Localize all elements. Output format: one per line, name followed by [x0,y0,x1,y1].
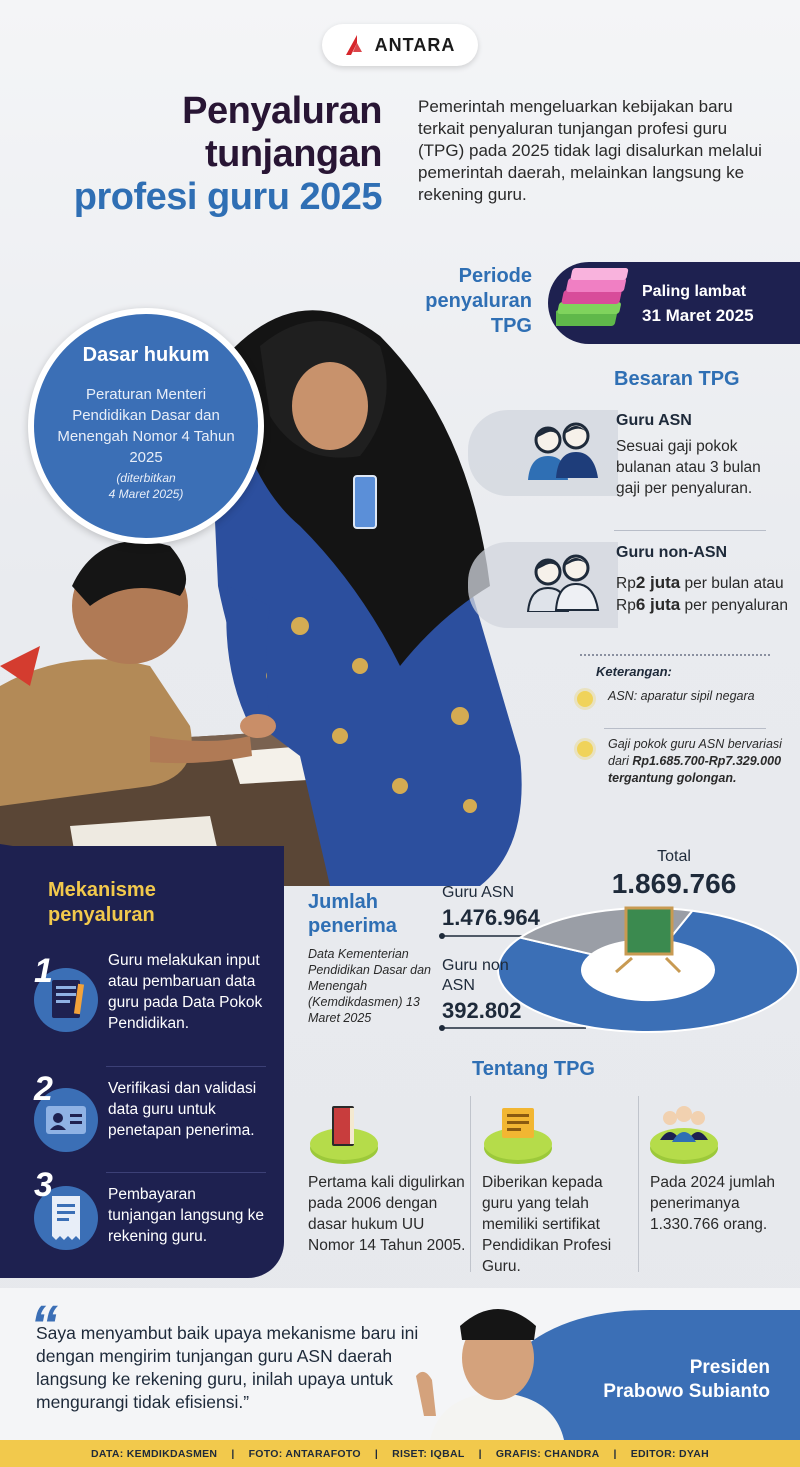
nonasn-description [616,572,796,616]
money-stack-icon [556,262,642,338]
mekanisme-title-line-2: penyaluran [48,904,155,926]
bullet-dot-icon [574,688,596,710]
jumlah-title [308,890,397,938]
keterangan-gaji [608,736,788,787]
tentang-text-3: Pada 2024 jumlah penerimanya 1.330.766 orang. [650,1174,775,1233]
jumlah-title-line-2: penerima [308,915,397,937]
title-line-1: Penyaluran [182,90,382,132]
nonasn-count-label: Guru non ASN [442,957,509,994]
nonasn-mid-text: per bulan atau [680,575,784,592]
deadline-line-2: 31 Maret 2025 [642,306,754,325]
speaker-fullname: Prabowo Subianto [603,1381,770,1402]
periode-label-line-2: penyaluran [425,290,532,312]
speaker-title: Presiden [689,1357,770,1378]
separator: | [613,1447,617,1460]
periode-label-line-3: TPG [490,315,532,337]
nonasn-count-value: 392.802 [442,998,522,1023]
dasar-hukum-note-line-1: (diterbitkan [116,471,176,485]
tentang-title: Tentang TPG [472,1058,595,1080]
asn-heading: Guru ASN [616,412,692,429]
nonasn-heading: Guru non-ASN [616,544,728,561]
nonasn-people-icon [524,548,604,612]
step-text-3: Pembayaran tunjangan langsung ke rekening guru. [108,1186,264,1245]
jumlah-title-line-1: Jumlah [308,891,379,913]
jumlah-source-note: Data Kementerian Pendidikan Dasar dan Menengah (Kemdikdasmen) 13 Maret 2025 [308,947,431,1025]
title-line-3: profesi guru 2025 [73,176,382,218]
nonasn-rp-2: Rp [616,597,636,614]
credit-editor: EDITOR: DYAH [630,1447,710,1460]
dasar-hukum-title: Dasar hukum [82,344,210,366]
step-divider [106,1172,266,1173]
dasar-hukum-note-line-2: 4 Maret 2025) [108,487,184,501]
asn-count-label: Guru ASN [442,884,515,901]
step-number-1: 1 [34,952,53,990]
step-number-2: 2 [34,1070,53,1108]
keterangan-divider-2 [604,728,766,729]
step-number-3: 3 [34,1166,53,1204]
total-label: Total [657,848,691,865]
page-title [30,90,382,219]
step-text-1: Guru melakukan input atau pembaruan data guru pada Data Pokok Pendidikan. [108,952,263,1032]
step-divider [106,1066,266,1067]
certificate-icon [482,1098,554,1170]
nonasn-end-text: per penyaluran [680,597,788,614]
tentang-text-1: Pertama kali digulirkan pada 2006 dengan dasar hukum UU Nomor 14 Tahun 2005. [308,1174,466,1254]
periode-label-line-1: Periode [458,265,532,287]
asn-count-value: 1.476.964 [442,905,540,930]
keterangan-heading: Keterangan: [596,664,672,679]
intro-text: Pemerintah mengeluarkan kebijakan baru terkait penyaluran tunjangan profesi guru (TPG) pada 2025 tidak lagi disalurkan melalui pemerintah daerah, melainkan langsung ke rekening guru. [418,97,762,204]
speaker-portrait [410,1296,580,1440]
credits-footer [0,1440,800,1467]
antara-logo-icon [345,34,369,56]
mekanisme-title-line-1: Mekanisme [48,879,156,901]
nonasn-rp-1: Rp [616,575,636,592]
tentang-text-2: Diberikan kepada guru yang telah memiliki sertifikat Pendidikan Profesi Guru. [482,1174,612,1275]
dasar-hukum-body: Peraturan Menteri Pendidikan Dasar dan Menengah Nomor 4 Tahun 2025 [57,386,235,466]
ket2-range: Rp1.685.700-Rp7.329.000 tergantung golongan. [608,754,782,785]
tentang-divider [638,1096,639,1272]
dasar-hukum-note [60,470,232,502]
credit-grafis: GRAFIS: CHANDRA [495,1447,600,1460]
credit-foto: FOTO: ANTARAFOTO [248,1447,361,1460]
total-value: 1.869.766 [611,868,737,899]
separator: | [374,1447,379,1460]
credit-riset: RISET: IQBAL [392,1447,465,1460]
asn-description: Sesuai gaji pokok bulanan atau 3 bulan gaji per penyaluran. [616,438,761,497]
separator: | [478,1447,482,1460]
quote-text: Saya menyambut baik upaya mekanisme baru ini dengan mengirim tunjangan guru ASN daerah langsung ke rekening guru, inilah upaya untuk mengurangi tidak efisiensi.” [36,1323,419,1412]
besaran-title: Besaran TPG [614,368,740,390]
tentang-divider [470,1096,471,1272]
mekanisme-title [48,878,156,928]
keterangan-divider [580,654,770,656]
people-group-icon [648,1098,720,1170]
besaran-divider [614,530,766,531]
keterangan-asn: ASN: aparatur sipil negara [608,689,755,703]
credit-data: DATA: KEMDIKDASMEN [90,1447,218,1460]
step-text-2: Verifikasi dan validasi data guru untuk penetapan penerima. [108,1080,257,1139]
periode-deadline [642,280,782,328]
book-icon [308,1098,380,1170]
ket2-text: Gaji pokok guru ASN bervariasi dari [608,737,782,768]
asn-people-icon [524,416,604,480]
quote-mark-icon: “ [30,1293,58,1356]
title-line-2: tunjangan [204,133,382,175]
separator: | [231,1447,235,1460]
speaker-name [570,1356,770,1404]
nonasn-amount-disbursement: 6 juta [635,595,681,614]
nonasn-amount-monthly: 2 juta [635,573,681,592]
deadline-line-1: Paling lambat [642,283,747,300]
logo-text: ANTARA [374,34,456,55]
antara-logo [322,24,478,66]
bullet-dot-icon [574,738,596,760]
